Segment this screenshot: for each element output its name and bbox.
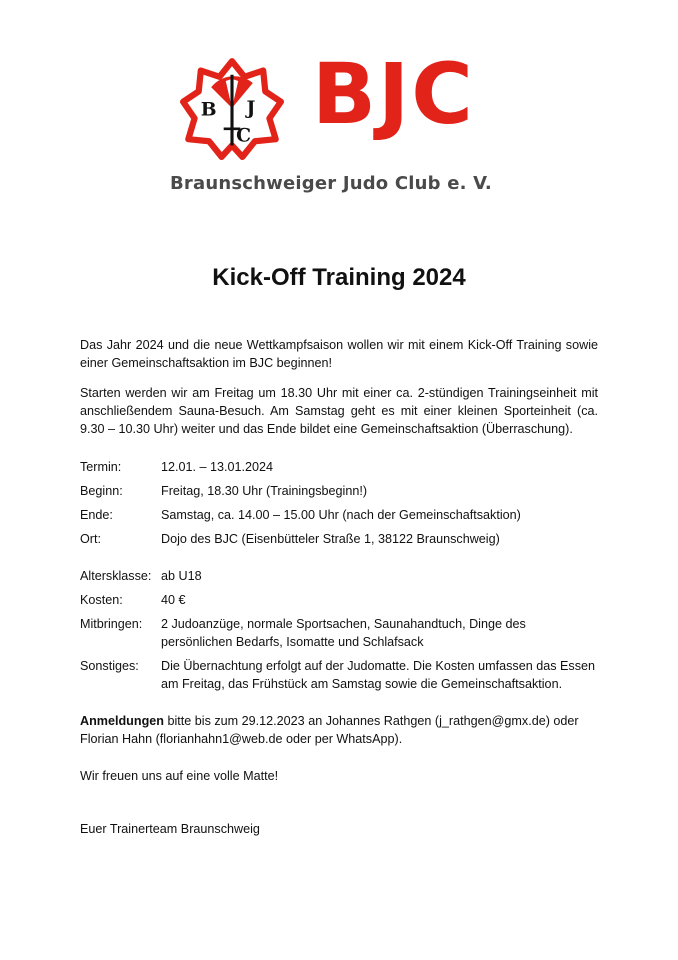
schedule-list — [80, 458, 610, 554]
brand-logo-text: BJC — [312, 45, 475, 143]
row-value: 12.01. – 13.01.2024 — [161, 460, 274, 474]
info-row-kosten — [80, 591, 610, 615]
row-value: Freitag, 18.30 Uhr (Trainingsbeginn!) — [161, 484, 368, 498]
row-value: Samstag, ca. 14.00 – 15.00 Uhr (nach der Gemeinschaftsaktion) — [161, 508, 521, 522]
row-value: Dojo des BJC (Eisenbütteler Straße 1, 38122 Braunschweig) — [161, 532, 500, 546]
schedule-row-termin — [80, 458, 610, 482]
signature: Euer Trainerteam Braunschweig — [80, 822, 260, 836]
registration-bold-label: Anmeldungen — [80, 714, 164, 728]
row-label: Kosten: — [80, 593, 123, 607]
row-label: Termin: — [80, 460, 122, 474]
row-value: 40 € — [161, 593, 186, 607]
intro-paragraph-2: Starten werden wir am Freitag um 18.30 Uhr mit einer ca. 2-stündigen Trainingseinheit mit anschließendem Sauna-Besuch. Am Samstag geht es mit einer kleinen Sporteinheit (ca. 9.30 – 10.30 Uhr) weiter und das Ende bildet eine Gemeinschaftsaktion (Überraschung). — [80, 386, 598, 436]
row-label: Ort: — [80, 532, 101, 546]
row-label: Sonstiges: — [80, 659, 139, 673]
club-header — [170, 45, 510, 198]
row-label: Mitbringen: — [80, 617, 143, 631]
emblem-letter-j: J — [246, 97, 256, 120]
registration-text: bitte bis zum 29.12.2023 an Johannes Rathgen (j_rathgen@gmx.de) oder Florian Hahn (florianhahn1@web.de oder per WhatsApp). — [80, 714, 579, 746]
info-row-mitbringen — [80, 615, 610, 657]
registration-paragraph — [80, 712, 598, 748]
row-value: ab U18 — [161, 569, 202, 583]
page-title: Kick-Off Training 2024 — [212, 264, 466, 291]
info-list — [80, 567, 610, 693]
emblem-letter-c: C — [236, 124, 252, 147]
schedule-row-ende — [80, 506, 610, 530]
row-value: Die Übernachtung erfolgt auf der Judomatte. Die Kosten umfassen das Essen am Freitag, das Frühstück am Samstag sowie die Gemeinschaftsaktion. — [161, 659, 596, 691]
closing-line: Wir freuen uns auf eine volle Matte! — [80, 769, 279, 783]
info-row-altersklasse — [80, 567, 610, 591]
row-label: Altersklasse: — [80, 569, 152, 583]
info-row-sonstiges — [80, 657, 610, 693]
emblem-letter-b: B — [200, 98, 217, 121]
intro-paragraph-1: Das Jahr 2024 und die neue Wettkampfsaison wollen wir mit einem Kick-Off Training sowie einer Gemeinschaftsaktion im BJC beginnen! — [80, 338, 598, 370]
row-label: Ende: — [80, 508, 113, 522]
club-name: Braunschweiger Judo Club e. V. — [170, 173, 492, 194]
club-emblem-icon — [180, 56, 284, 160]
row-label: Beginn: — [80, 484, 123, 498]
row-value: 2 Judoanzüge, normale Sportsachen, Saunahandtuch, Dinge des persönlichen Bedarfs, Isomatte und Schlafsack — [161, 617, 526, 649]
schedule-row-ort — [80, 530, 610, 554]
schedule-row-beginn — [80, 482, 610, 506]
